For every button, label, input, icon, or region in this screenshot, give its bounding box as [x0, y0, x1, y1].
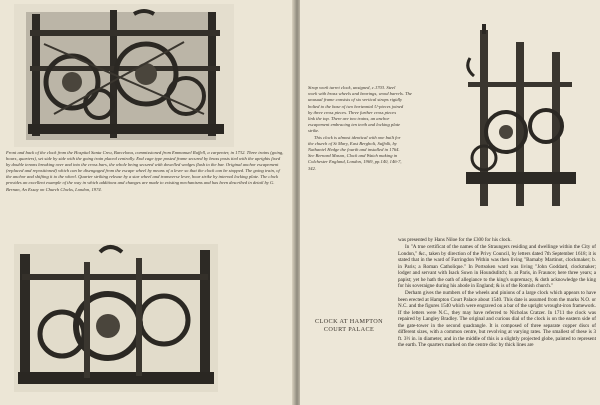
top-figure-caption: Front and back of the clock from the Hospital Santa Creu, Barcelona, commissioned from Emmanuel Ruffell, a carpenter, in 1732. Three trains (going, hours, quarters), set side by side with the going train placed centrally. End cage type posted frame secured by brass posts tied with the uprights fixed by double tenons breaking over and into the cross bars, the whole being secured with dowelled wedges flush to the bar. Original anchor escapement (replaced and repositioned) which can be disengaged from the escape wheel by means of a lever so that the clock can be stopped. The going train, of the anchor and shifting it to the wheel. Quarter striking release by a star wheel and transverse lever, hour strike by internal locking plate. The clock provides an excellent example of the way in which additions and changes are made to existing mechanisms and has been described in detail by G. Bernan, An Essay on Church Clocks, London, 1974.: [6, 150, 284, 192]
right-page: [300, 0, 600, 405]
side-heading-line: CLOCK AT HAMPTON: [314, 318, 384, 325]
right-caption-line: the church of St Mary, East Bergholt, Suffolk, by: [308, 140, 397, 146]
right-caption-line: Colchester England, London, 1969, pp.140, 146-7,: [308, 159, 402, 165]
right-caption-line: 342.: [308, 165, 317, 171]
right-caption-line: by three cross pieces. Three further cross pieces: [308, 109, 397, 115]
strap-clock-photo: [446, 22, 584, 212]
right-caption-line: unusual frame consists of six vertical straps rigidly: [308, 97, 403, 103]
body-paragraph: Derham gives the numbers of the wheels and pinions of a large clock which appears to have been erected at Hampton Court Palace about 1540. This date is assumed from the marks N.O. or N.C. and the figures 1540 which were engraved on a bar of the upright wrought-iron framework. If the letters were N.C., they may have referred to Nicholas Cratzer. In 1711 the clock was repaired by Langley Bradley. The original and curious dial of the clock is on the eastern side of the gate-tower in the second quadrangle. It is composed of three separate copper discs of different sizes, with a common centre, but revolving at varying rates. The smallest of these is 3 ft. 3½ in. in diameter, and in the middle of this is a slightly projected globe, painted to represent the earth. The quarters marked on the centre disc by thick lines are: [398, 290, 596, 348]
right-caption-line: See Bernard Mason, Clock and Watch making in: [308, 153, 398, 159]
right-caption-line: Nathaniel Hedge the fourth and installed in 1764.: [308, 147, 400, 153]
right-caption-line: Strap work turret clock, unsigned, c.1703. Steel: [308, 85, 396, 90]
left-page: [0, 0, 296, 405]
body-text: [398, 237, 596, 349]
body-paragraph: was presented by Hans Niloe for the £300 for his clock.: [398, 237, 512, 243]
clock-photo-top: [14, 4, 234, 147]
right-caption-line: This clock is almost identical with one built for: [314, 134, 401, 140]
side-heading: [304, 318, 394, 334]
right-caption-line: work with brass wheels and bearings, wood barrels. The: [308, 91, 412, 97]
body-paragraph: In "A true certificat of the names of the Straungers residing and dwellinge within the City of London," &c., taken by direction of the Privy Council, by letters dated 7th September 1618; it is stated that in the ward of Farringdon Within was then living "Barnaby Martinot, clockmaker; b. in Paris; a Roman Catholique." In Portsoken ward was living "John Goddard, clockmaker; lodger and servant with Isack Suwn in Houndsditch; b. at Paris, in Fraunce; here three years; a papist; yet he hath the oath of allegiance to the king's supremacy, & doth acknowledge the king for his soveraigne during his abode in England; & is of the Romish church.": [398, 244, 596, 289]
clock-frame-illustration: [14, 4, 234, 147]
right-figure-caption: [308, 85, 466, 172]
right-caption-line: strike.: [308, 128, 320, 134]
right-caption-line: bolted to the base of two horizontal U-pieces joined: [308, 103, 404, 109]
clock-photo-bottom: [14, 244, 218, 392]
side-heading-line: COURT PALACE: [323, 326, 375, 333]
clock-movement-illustration: [14, 244, 218, 392]
right-caption-line: link the top. There are two trains, an anchor: [308, 116, 390, 122]
strap-clock-illustration: [446, 22, 584, 212]
right-caption-line: escapement embracing ten teeth and locking plate: [308, 122, 401, 128]
